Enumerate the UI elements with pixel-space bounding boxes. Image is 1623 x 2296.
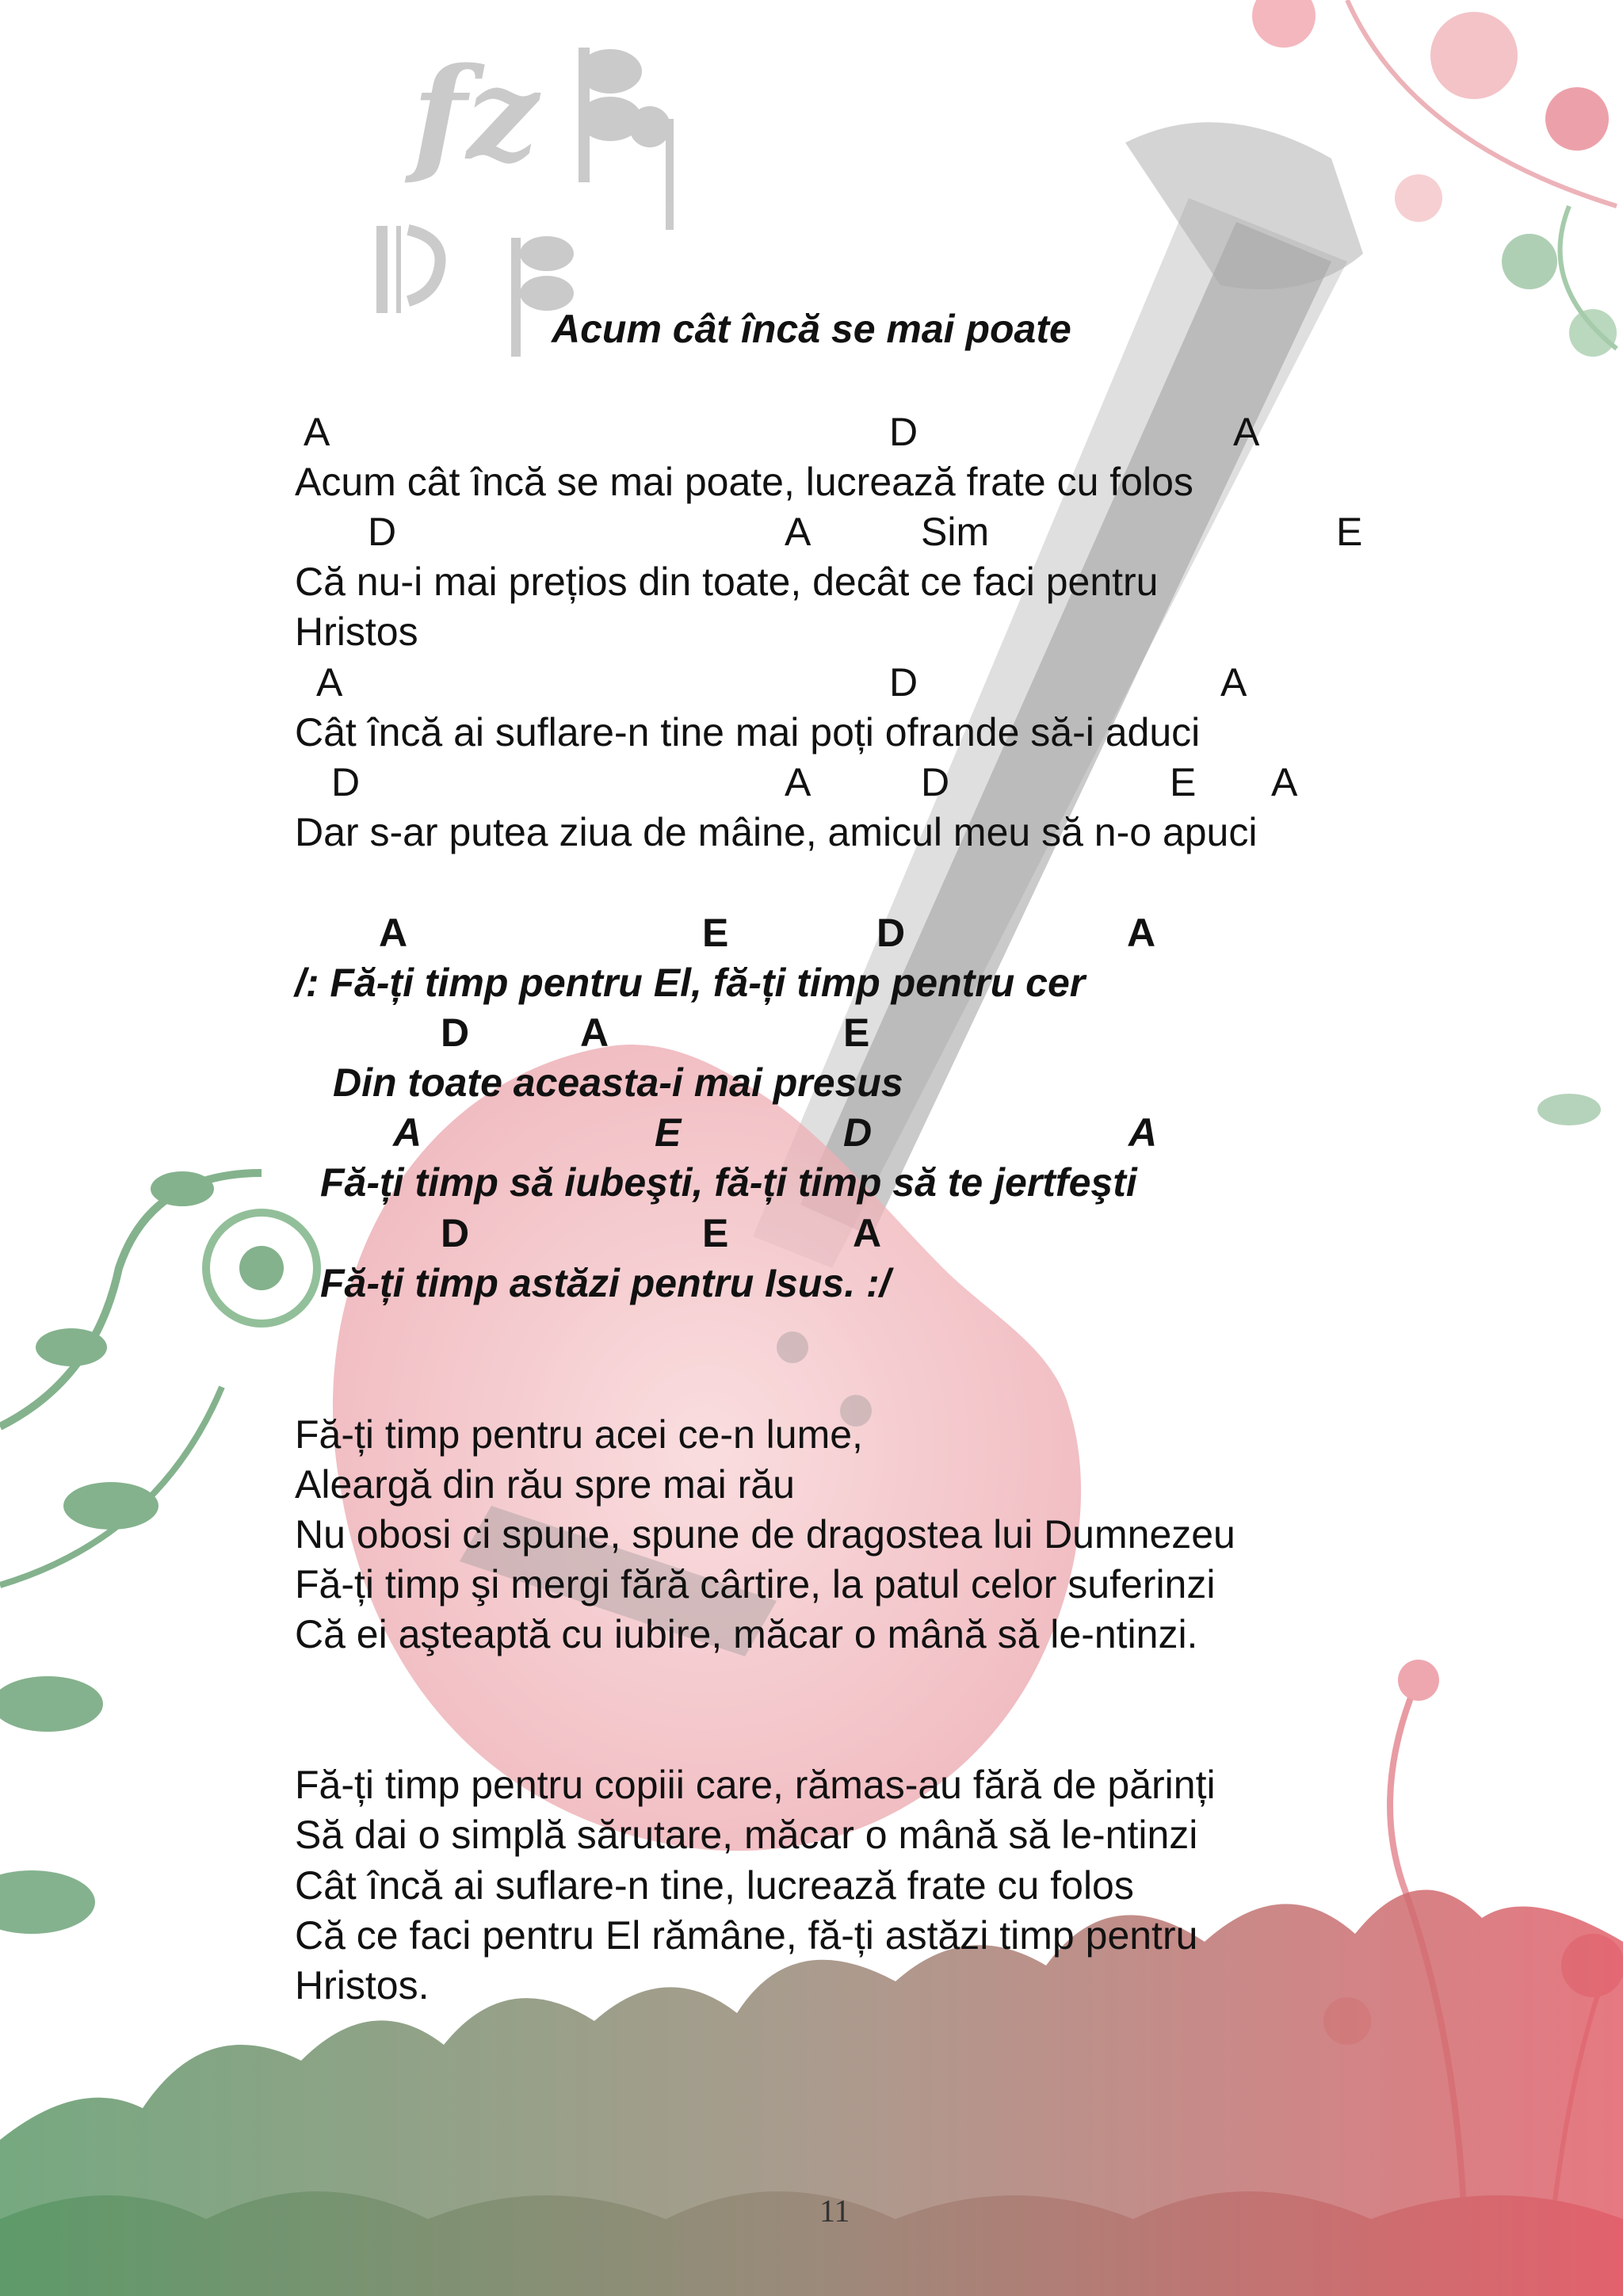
chord: D (876, 911, 906, 955)
lyric-line: Hristos. (295, 1963, 430, 2008)
chord: A (1233, 410, 1260, 454)
chord: A (1128, 1110, 1158, 1155)
lyric-line: Fă-ți timp şi mergi fără cârtire, la patul celor suferinzi (295, 1562, 1216, 1606)
lyric-line: Fă-ți timp pentru acei ce-n lume, (295, 1412, 863, 1457)
lyric-line: Aleargă din rău spre mai rău (295, 1462, 795, 1507)
chord: A (304, 410, 330, 454)
lyric-line: Cât încă ai suflare-n tine mai poți ofrande să-i aduci (295, 710, 1201, 755)
chord: A (785, 760, 812, 804)
lyric-line: Să dai o simplă sărutare, măcar o mână să le-ntinzi (295, 1813, 1198, 1857)
chord: A (1127, 911, 1156, 955)
chord: D (441, 1211, 470, 1255)
lyric-line: Cât încă ai suflare-n tine, lucrează frate cu folos (295, 1863, 1134, 1908)
lyric-line: Hristos (295, 609, 418, 654)
svg-text:fz: fz (412, 40, 539, 189)
floral-vine-left (0, 1171, 317, 1934)
chord: D (331, 760, 361, 804)
chord: E (1336, 510, 1363, 554)
chorus-line: Fă-ți timp astăzi pentru Isus. :/ (320, 1261, 891, 1305)
lyric-line: Dar s-ar putea ziua de mâine, amicul meu să n-o apuci (295, 810, 1258, 854)
chord: E (702, 911, 729, 955)
lyric-line: Că nu-i mai prețios din toate, decât ce faci pentru (295, 560, 1159, 604)
lyric-line: Că ce faci pentru El rămâne, fă-ți astăzi timp pentru (295, 1913, 1198, 1958)
chord: A (1220, 660, 1247, 705)
chord: Sim (921, 510, 990, 554)
chord: D (889, 660, 918, 705)
chord: A (316, 660, 343, 705)
lyric-line: Fă-ți timp pentru copiii care, rămas-au fără de părinți (295, 1763, 1216, 1807)
chord: A (379, 911, 408, 955)
page-number: 11 (819, 2193, 850, 2229)
chord: A (580, 1010, 609, 1055)
chord: E (843, 1010, 870, 1055)
chorus-line: Din toate aceasta-i mai presus (333, 1060, 903, 1105)
chord: A (785, 510, 812, 554)
song-title: Acum cât încă se mai poate (552, 307, 1071, 351)
chord: D (843, 1110, 873, 1155)
chord: A (1271, 760, 1298, 804)
lyric-line: Acum cât încă se mai poate, lucrează frate cu folos (295, 460, 1193, 504)
chorus-line: Fă-ți timp să iubeşti, fă-ți timp să te jertfeşti (320, 1160, 1137, 1205)
chord: D (921, 760, 950, 804)
chord: D (889, 410, 918, 454)
chord: D (368, 510, 397, 554)
chord: A (853, 1211, 882, 1255)
chord: E (655, 1110, 682, 1155)
chorus-line: /: Fă-ți timp pentru El, fă-ți timp pentru cer (295, 961, 1086, 1005)
chord: E (1170, 760, 1197, 804)
chord: D (441, 1010, 470, 1055)
chord: E (702, 1211, 729, 1255)
lyric-line: Că ei aşteaptă cu iubire, măcar o mână să le-ntinzi. (295, 1612, 1198, 1656)
lyric-line: Nu obosi ci spune, spune de dragostea lui Dumnezeu (295, 1512, 1235, 1557)
chord: A (393, 1110, 422, 1155)
